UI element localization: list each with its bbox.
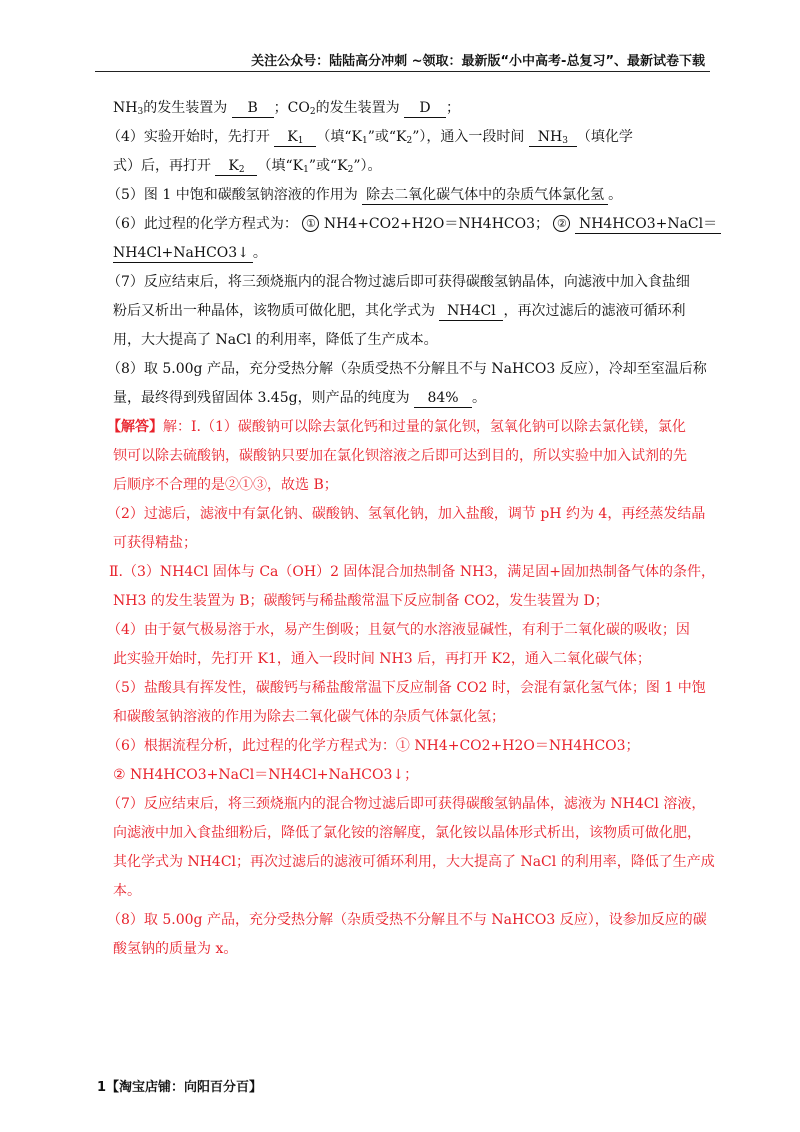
question-5-line [107, 181, 707, 210]
equation-1: NH4+CO2+H2O＝NH4HCO3； [323, 216, 550, 232]
question-4-line-2 [113, 152, 713, 181]
subscript: 3 [137, 107, 144, 117]
answer-blank-gas: $NH_3$ [529, 129, 577, 147]
text: ； [446, 100, 461, 116]
solution-line: 酸氢钠的质量为 x。 [113, 941, 238, 957]
solution-line: 其化学式为 NH4Cl；再次过滤后的滤液可循环利用，大大提高了 NaCl 的利用率，降低了生产成 [113, 854, 715, 870]
answer-blank-co2-apparatus: D [404, 100, 446, 118]
text: ，再次过滤后的滤液可循环利 [503, 303, 686, 319]
text: ”）。 [353, 158, 382, 174]
text: NH [113, 100, 138, 116]
answer-blank-formula: NH4Cl [439, 303, 503, 321]
question-7-line-1: （7）反应结束后，将三颈烧瓶内的混合物过滤后即可获得碳酸氢钠晶体，向滤液中加入食盐细 [107, 274, 690, 290]
subscript: 2 [347, 165, 354, 175]
text: 的发生装置为 [143, 100, 228, 116]
text: 。 [252, 245, 267, 261]
solution-line: （2）过滤后，滤液中有氯化钠、碳酸钠、氢氧化钠，加入盐酸，调节 pH 约为 4，再经蒸发结晶 [107, 506, 706, 522]
page-footer: 1【淘宝店铺：向阳百分百】 [97, 1080, 263, 1095]
text: （6）此过程的化学方程式为： [107, 216, 298, 232]
text: 粉后又析出一种晶体，该物质可做化肥，其化学式为 [113, 303, 435, 319]
solution-line: Ⅱ.（3）NH4Cl 固体与 Ca（OH）2 固体混合加热制备 NH3，满足固+固加热制备气体的条件， [109, 564, 715, 580]
solution-line: 【解答】解：Ⅰ.（1）碳酸钠可以除去氯化钙和过量的氯化钡，氢氧化钠可以除去氯化镁，氯化 [107, 419, 686, 435]
answer-blank-nh3-apparatus: B [232, 100, 274, 118]
solution-line: 此实验开始时，先打开 K1，通入一段时间 NH3 后，再打开 K2，通入二氧化碳气体； [113, 651, 651, 667]
text: ；CO [273, 100, 310, 116]
solution-line: 可获得精盐； [113, 535, 197, 551]
solution-section [107, 413, 715, 964]
answer-blank-second-valve: $K_2$ [215, 158, 257, 176]
solution-line: （7）反应结束后，将三颈烧瓶内的混合物过滤后即可获得碳酸氢钠晶体，滤液为 NH4Cl 溶液， [107, 796, 706, 812]
solution-line: 钡可以除去硫酸钠，碳酸钠只要加在氯化钡溶液之后即可达到目的，所以实验中加入试剂的先 [113, 448, 687, 464]
solution-line: 后顺序不合理的是②①③，故选 B； [113, 477, 338, 493]
text: ”或“K [308, 158, 348, 174]
document-body [107, 94, 718, 964]
question-8-line-1: （8）取 5.00g 产品，充分受热分解（杂质受热不分解且不与 NaHCO3 反应），冷却至室温后称 [107, 361, 707, 377]
question-4-line-1 [107, 123, 707, 152]
text: 量，最终得到残留固体 3.45g，则产品的纯度为 [113, 390, 410, 406]
text: 的发生装置为 [315, 100, 400, 116]
answer-blank-solution-role: 除去二氧化碳气体中的杂质气体氯化氢 [362, 187, 608, 205]
circled-number: ② [553, 215, 570, 232]
circled-number: ① [302, 215, 319, 232]
text: ”），通入一段时间 [412, 129, 525, 145]
question-3-answer-line [113, 94, 713, 123]
solution-line: ② NH4HCO3+NaCl＝NH4Cl+NaHCO3↓； [113, 767, 419, 783]
header-divider [95, 71, 710, 72]
solution-label: 【解答】 [107, 419, 163, 435]
text: 。 [608, 187, 623, 203]
answer-blank-equation-2: NH4HCO3+NaCl＝ [575, 216, 721, 234]
answer-blank-purity: 84% [414, 390, 472, 408]
solution-line: NH3 的发生装置为 B；碳酸钙与稀盐酸常温下反应制备 CO2，发生装置为 D； [113, 593, 609, 609]
solution-line: （5）盐酸具有挥发性，碳酸钙与稀盐酸常温下反应制备 CO2 时，会混有氯化氢气体；图 1 中饱 [107, 680, 706, 696]
solution-line: 本。 [113, 883, 141, 899]
question-6-line-1 [107, 210, 718, 239]
question-7-line-2 [113, 297, 713, 326]
text: （5）图 1 中饱和碳酸氢钠溶液的作用为 [107, 187, 358, 203]
text: 。 [472, 390, 487, 406]
answer-blank-equation-2-cont: NH4Cl+NaHCO3↓ [113, 245, 253, 263]
text: （填化学 [576, 129, 633, 145]
question-6-line-2 [113, 239, 713, 268]
text: （填“K [316, 129, 362, 145]
solution-line: （4）由于氨气极易溶于水，易产生倒吸；且氨气的水溶液显碱性，有利于二氧化碳的吸收；因 [107, 622, 690, 638]
solution-line: （8）取 5.00g 产品，充分受热分解（杂质受热不分解且不与 NaHCO3 反应），设参加反应的碳 [107, 912, 707, 928]
solution-line: 向滤液中加入食盐细粉后，降低了氯化铵的溶解度，氯化铵以晶体形式析出，该物质可做化肥， [113, 825, 701, 841]
text: ”或“K [367, 129, 407, 145]
subscript: 2 [406, 136, 413, 146]
text: （填“K [257, 158, 304, 174]
question-7-line-3: 用，大大提高了 NaCl 的利用率，降低了生产成本。 [113, 332, 438, 348]
subscript: 2 [309, 107, 316, 117]
solution-line: （6）根据流程分析，此过程的化学方程式为：① NH4+CO2+H2O＝NH4HCO3； [107, 738, 640, 754]
subscript: 1 [303, 165, 309, 175]
text: （4）实验开始时，先打开 [107, 129, 270, 145]
page-header: 关注公众号：陆陆高分冲刺 ~领取：最新版“小中高考-总复习”、最新试卷下载 [251, 54, 705, 69]
answer-blank-first-valve: $K_1$ [274, 129, 316, 147]
solution-line: 和碳酸氢钠溶液的作用为除去二氧化碳气体的杂质气体氯化氢； [113, 709, 505, 725]
text: 式）后，再打开 [113, 158, 211, 174]
question-8-line-2 [113, 384, 713, 413]
subscript: 1 [362, 136, 368, 146]
